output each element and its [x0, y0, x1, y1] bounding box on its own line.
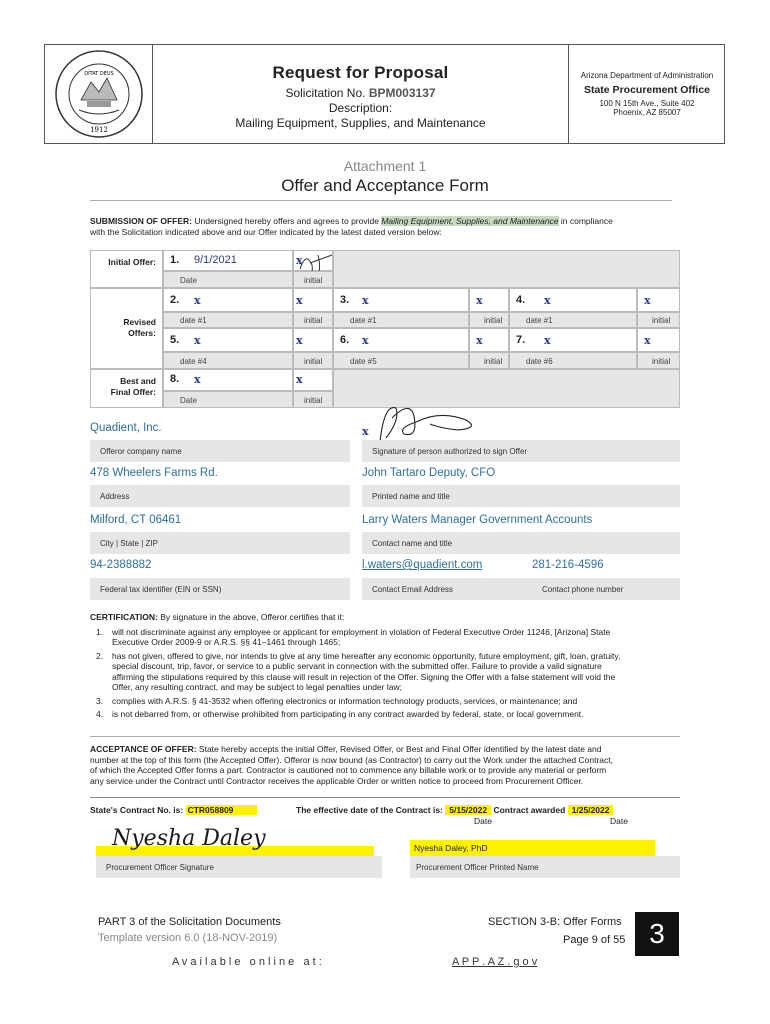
- officer-name-value[interactable]: Nyesha Daley, PhD: [410, 840, 655, 856]
- offer-5-initial-label: initial: [304, 357, 323, 366]
- email-link[interactable]: l.waters@quadient.com: [362, 559, 483, 571]
- address-line-2: Phoenix, AZ 85007: [613, 108, 681, 117]
- email-phone-bar: [362, 578, 680, 600]
- cert-item-2: [90, 651, 680, 693]
- cert-item-3-number: 3.: [96, 695, 104, 706]
- offer-6-initial-x: x: [476, 334, 483, 347]
- offer-2-initial-label: initial: [304, 316, 323, 325]
- signature-bar: [362, 440, 680, 462]
- contact-value[interactable]: Larry Waters Manager Government Accounts: [362, 514, 593, 526]
- submission-line-2: with the Solicitation indicated above and our Offer indicated by the latest dated version below:: [90, 227, 442, 237]
- cert-item-1: [90, 627, 680, 648]
- email-label: Contact Email Address: [372, 585, 453, 594]
- solicitation-number: BPM003137: [368, 86, 436, 100]
- solicitation-label: Solicitation No.: [285, 86, 366, 100]
- offer-6-number: 6.: [340, 334, 350, 346]
- effective-date-label: The effective date of the Contract is:: [296, 805, 443, 815]
- ein-value[interactable]: 94-2388882: [90, 559, 152, 571]
- officer-signature: Nyesha Daley: [112, 826, 266, 851]
- description-value: Mailing Equipment, Supplies, and Maintenance: [235, 116, 486, 130]
- offer-7-initial-label-cell: [637, 352, 680, 369]
- cert-item-2-line-4: Offer, any resulting contract, and may be subject to legal penalties under law;: [112, 682, 402, 692]
- offer-2-date-cell[interactable]: [163, 288, 293, 312]
- divider-2: [90, 736, 680, 737]
- page-title: Request for Proposal: [272, 63, 449, 82]
- revised-offers-label: Revised Offers:: [123, 317, 156, 338]
- acceptance-lead: ACCEPTANCE OF OFFER:: [90, 744, 197, 754]
- offer-7-x: x: [544, 334, 551, 347]
- offer-8-initial-cell[interactable]: [293, 369, 333, 391]
- offer-3-initial-label-cell: [469, 312, 509, 328]
- attachment-label: Attachment 1: [343, 158, 427, 174]
- offer-5-date-label: date #4: [180, 357, 207, 366]
- officer-name-bar: [410, 856, 680, 878]
- offer-3-x: x: [362, 294, 369, 307]
- offer-4-date-cell[interactable]: [509, 288, 637, 312]
- ein-label: Federal tax identifier (EIN or SSN): [100, 585, 222, 594]
- cert-item-1-line-1: will not discriminate against any employee or applicant for employment in violation of Federal Executive Order 11246, [Arizona] State: [112, 626, 611, 637]
- offer-1-initial-label: initial: [304, 276, 323, 285]
- offer-6-initial-label: initial: [484, 357, 503, 366]
- awarded-date-caption: Date: [610, 816, 628, 826]
- awarded-label: Contract awarded: [493, 805, 566, 815]
- bafo-label-cell: [90, 369, 163, 408]
- offer-4-initial-label: initial: [652, 316, 671, 325]
- offer-1-initial-label-cell: [293, 271, 333, 288]
- seal-motto: DITAT DEUS: [84, 71, 114, 77]
- offer-7-initial-x: x: [644, 334, 651, 347]
- offer-2-initial-label-cell: [293, 312, 333, 328]
- cert-item-2-line-1: has not given, offered to give, nor intends to give at any time hereafter any economic opportunity, future employment, gift, loan, gratuity,: [112, 650, 621, 661]
- offer-7-initial-label: initial: [652, 357, 671, 366]
- offer-1-date-label: Date: [180, 276, 197, 285]
- offer-8-initial-label-cell: [293, 391, 333, 408]
- phone-value[interactable]: 281-216-4596: [532, 559, 604, 571]
- ein-bar: [90, 578, 350, 600]
- offer-3-initial-label: initial: [484, 316, 503, 325]
- title-cell: [153, 45, 569, 143]
- offer-8-date-cell[interactable]: [163, 369, 293, 391]
- offer-6-date-label-cell: [333, 352, 469, 369]
- offer-1-x: x: [296, 254, 303, 267]
- offer-8-number: 8.: [170, 373, 180, 385]
- submission-text: [90, 216, 680, 238]
- footer-available: A v a i l a b l e o n l i n e a t :: [172, 956, 322, 968]
- address-label: Address: [100, 492, 130, 501]
- offer-4-date-label: date #1: [526, 316, 553, 325]
- offer-3-number: 3.: [340, 294, 350, 306]
- phone-label: Contact phone number: [542, 585, 624, 594]
- offeror-company-value[interactable]: Quadient, Inc.: [90, 422, 162, 434]
- offer-6-date-label: date #5: [350, 357, 377, 366]
- offer-7-date-label: date #6: [526, 357, 553, 366]
- offer-3-initial-x: x: [476, 294, 483, 307]
- initial-offer-label-cell: [90, 250, 163, 288]
- address-line-1: 100 N 15th Ave., Suite 402: [599, 99, 695, 108]
- state-seal-icon: [51, 48, 147, 140]
- offer-5-date-cell[interactable]: [163, 328, 293, 352]
- address-value[interactable]: 478 Wheelers Farms Rd.: [90, 467, 218, 479]
- offer-5-date-label-cell: [163, 352, 293, 369]
- offer-6-initial-label-cell: [469, 352, 509, 369]
- offer-2-number: 2.: [170, 294, 180, 306]
- offer-2-initial-x: x: [296, 294, 303, 307]
- cert-item-4-line-1: is not debarred from, or otherwise prohibited from participating in any contract awarded by federal, state, or local government.: [112, 709, 584, 719]
- offer-3-date-label: date #1: [350, 316, 377, 325]
- offer-1-date: 9/1/2021: [194, 254, 237, 266]
- cert-item-1-line-2: Executive Order 2009-9 or A.R.S. §§ 41–1461 through 1465;: [112, 637, 341, 647]
- seal-year: 1912: [90, 126, 108, 134]
- cert-item-3-line-1: complies with A.R.S. § 41-3532 when offering electronics or information technology products, services, or maintenance; and: [112, 695, 578, 706]
- description-label: Description:: [328, 101, 393, 115]
- offer-1-number: 1.: [170, 254, 180, 266]
- officer-sig-label: Procurement Officer Signature: [106, 863, 214, 872]
- offer-3-date-cell[interactable]: [333, 288, 469, 312]
- signature-x: x: [362, 425, 369, 438]
- offer-6-initial-cell[interactable]: [469, 328, 509, 352]
- effective-date-caption: Date: [474, 816, 492, 826]
- cert-item-4-number: 4.: [96, 709, 104, 719]
- offer-1-initial-cell[interactable]: [293, 250, 333, 271]
- contract-no-value[interactable]: CTR058809: [186, 805, 258, 815]
- offer-6-x: x: [362, 334, 369, 347]
- offer-5-initial-x: x: [296, 334, 303, 347]
- contract-no-line: [90, 805, 257, 816]
- printed-name-value[interactable]: John Tartaro Deputy, CFO: [362, 467, 496, 479]
- divider: [90, 200, 672, 201]
- offer-3-initial-cell[interactable]: [469, 288, 509, 312]
- form-title: Offer and Acceptance Form: [281, 176, 489, 195]
- cert-item-3: [90, 696, 680, 707]
- offer-grid: [90, 250, 680, 408]
- contact-bar: [362, 532, 680, 554]
- acceptance-section: [90, 744, 680, 786]
- certification-section: [90, 612, 680, 720]
- submission-highlight: Mailing Equipment, Supplies, and Maintenance: [381, 216, 559, 226]
- offer-8-initial-x: x: [296, 373, 303, 386]
- agency-cell: [569, 45, 725, 143]
- printed-name-bar: [362, 485, 680, 507]
- offer-5-initial-label-cell: [293, 352, 333, 369]
- offer-2-date-label: date #1: [180, 316, 207, 325]
- cert-item-4: [90, 709, 680, 720]
- divider-3: [90, 797, 680, 798]
- offer-7-initial-cell[interactable]: [637, 328, 680, 352]
- offeror-company-label: Offeror company name: [100, 447, 182, 456]
- offer-8-initial-label: initial: [304, 396, 323, 405]
- solicitation-line: [153, 86, 568, 101]
- footer-page: Page 9 of 55: [563, 934, 626, 946]
- contact-label: Contact name and title: [372, 539, 453, 548]
- address-bar: [90, 485, 350, 507]
- offer-6-date-cell[interactable]: [333, 328, 469, 352]
- offer-5-x: x: [194, 334, 201, 347]
- offer-8-date-label: Date: [180, 396, 197, 405]
- offer-5-number: 5.: [170, 334, 180, 346]
- offer-2-initial-cell[interactable]: [293, 288, 333, 312]
- submission-lead: SUBMISSION OF OFFER:: [90, 216, 192, 226]
- certification-intro: By signature in the above, Offeror certifies that it:: [157, 612, 345, 622]
- acceptance-line-4: any service under the Contract until Contractor receives the applicable Order or written notice to proceed from Procurement Officer.: [90, 775, 584, 786]
- offeror-company-bar: [90, 440, 350, 462]
- submission-text-1: Undersigned hereby offers and agrees to provide: [192, 216, 382, 226]
- city-value[interactable]: Milford, CT 06461: [90, 514, 182, 526]
- seal-cell: [45, 45, 153, 143]
- office-name: State Procurement Office: [583, 84, 711, 96]
- cert-item-2-line-3: affirming the stipulations required by this clause will result in rejection of the Offer. Signing the Offer with a false statement will void the: [112, 671, 616, 682]
- offer-1-date-label-cell: [163, 271, 293, 288]
- effective-date-value[interactable]: 5/15/2022: [445, 805, 491, 815]
- submission-text-2: in compliance: [558, 216, 613, 226]
- offer-5-initial-cell[interactable]: [293, 328, 333, 352]
- offer-8-x: x: [194, 373, 201, 386]
- offer-3-date-label-cell: [333, 312, 469, 328]
- offer-4-initial-cell[interactable]: [637, 288, 680, 312]
- city-label: City | State | ZIP: [100, 539, 158, 548]
- offer-7-number: 7.: [516, 334, 526, 346]
- acceptance-line-2: number at the top of this form (the Accepted Offer). Offeror is now bound (as Contractor) to carry out the Work under the attached Contract,: [90, 754, 614, 765]
- effective-date-line: [296, 805, 613, 816]
- offer-2-date-label-cell: [163, 312, 293, 328]
- footer-section: SECTION 3-B: Offer Forms: [488, 916, 622, 928]
- cert-item-2-number: 2.: [96, 650, 104, 661]
- offer-4-number: 4.: [516, 294, 526, 306]
- offer-7-date-cell[interactable]: [509, 328, 637, 352]
- offer-2-x: x: [194, 294, 201, 307]
- officer-name-label: Procurement Officer Printed Name: [416, 863, 539, 872]
- officer-sig-bar: [96, 856, 382, 878]
- initial-offer-label: Initial Offer:: [108, 257, 156, 267]
- city-bar: [90, 532, 350, 554]
- offer-8-date-label-cell: [163, 391, 293, 408]
- offer-4-initial-label-cell: [637, 312, 680, 328]
- section-badge: 3: [635, 912, 679, 956]
- footer-template: Template version 6.0 (18-NOV-2019): [98, 932, 278, 944]
- revised-offers-label-cell: [90, 288, 163, 369]
- acceptance-line-1: State hereby accepts the initial Offer, Revised Offer, or Best and Final Offer identified by the latest date and: [196, 744, 602, 754]
- dept-name: Arizona Department of Administration: [580, 71, 714, 80]
- awarded-date-value[interactable]: 1/25/2022: [568, 805, 614, 815]
- offer-1-date-cell[interactable]: [163, 250, 293, 271]
- header-box: [44, 44, 725, 144]
- footer-part: PART 3 of the Solicitation Documents: [98, 916, 281, 928]
- contract-no-label: State's Contract No. is:: [90, 805, 184, 815]
- cert-item-1-number: 1.: [96, 626, 104, 637]
- offer-4-x: x: [544, 294, 551, 307]
- cert-item-2-line-2: special discount, trip, favor, or service to a public servant in connection with the submitted offer. Failure to provide a valid signature: [112, 661, 602, 671]
- offer-4-initial-x: x: [644, 294, 651, 307]
- bafo-label: Best and Final Offer:: [110, 376, 156, 397]
- footer-url-link[interactable]: A P P . A Z . g o v: [452, 956, 538, 968]
- printed-name-label: Printed name and title: [372, 492, 450, 501]
- offer-4-date-label-cell: [509, 312, 637, 328]
- acceptance-line-3: of which the Accepted Offer forms a part. Contractor is cautioned not to commence any billable work or to provide any material or perform: [90, 765, 607, 775]
- certification-lead: CERTIFICATION:: [90, 612, 158, 622]
- row-1-filler: [333, 250, 680, 288]
- offer-7-date-label-cell: [509, 352, 637, 369]
- signature-label: Signature of person authorized to sign Offer: [372, 447, 528, 456]
